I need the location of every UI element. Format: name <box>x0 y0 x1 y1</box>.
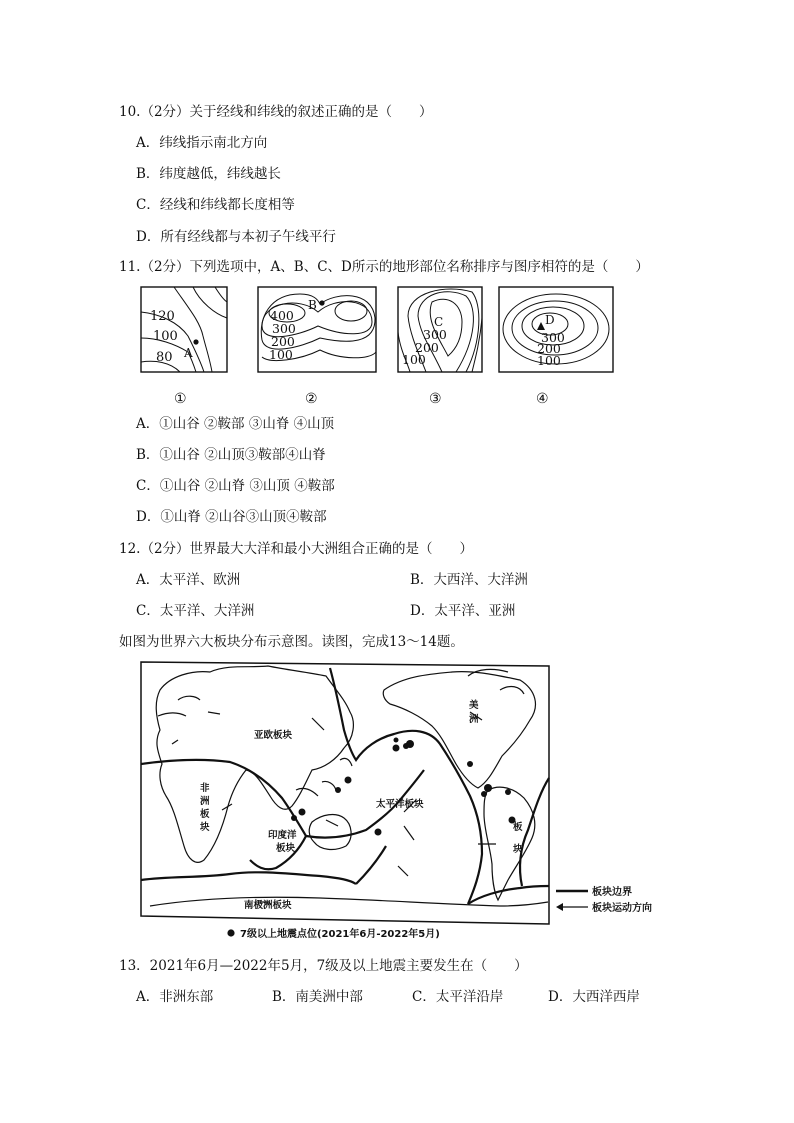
label-american-plate-3: 板 <box>513 822 523 833</box>
label-indian-plate-1: 印度洋 <box>268 830 297 841</box>
q12-option-a: A．太平洋、欧洲 <box>136 572 241 588</box>
label-pacific-plate: 太平洋板块 <box>376 799 424 810</box>
q11-option-d: D．①山脊 ②山谷③山顶④鞍部 <box>136 509 327 525</box>
legend-boundary: 板块边界 <box>592 887 632 898</box>
f2-contour-300: 300 <box>272 321 296 336</box>
label-american-plate-1: 美 <box>469 700 479 711</box>
label-eurasian-plate: 亚欧板块 <box>254 730 293 741</box>
label-american-plate-4: 块 <box>513 844 523 855</box>
q13-option-c: C．太平洋沿岸 <box>412 989 504 1005</box>
f1-contour-120: 120 <box>150 309 175 324</box>
label-antarctic-plate: 南极洲板块 <box>244 900 292 911</box>
label-indian-plate-2: 板块 <box>276 843 296 854</box>
q12-option-b: B．大西洋、大洋洲 <box>410 572 528 588</box>
q13-option-d: D．大西洋西岸 <box>548 989 640 1005</box>
f3-point-label: C <box>434 315 444 329</box>
f3-numeral: ③ <box>429 391 442 407</box>
q12-option-c: C．太平洋、大洋洲 <box>136 603 255 619</box>
f1-numeral: ① <box>174 391 187 407</box>
f4-contour-300: 300 <box>541 330 565 345</box>
q10-option-d: D．所有经线都与本初子午线平行 <box>136 229 336 245</box>
label-african-plate-4: 块 <box>200 822 210 833</box>
q12-stem: 12.（2分）世界最大大洋和最小大洲组合正确的是（ ） <box>119 541 474 557</box>
label-african-plate-3: 板 <box>200 809 210 820</box>
map-intro: 如图为世界六大板块分布示意图。读图，完成13～14题。 <box>119 634 464 650</box>
f2-point-label: B <box>308 298 317 312</box>
q13-option-b: B．南美洲中部 <box>272 989 363 1005</box>
q13-stem: 13．2021年6月—2022年5月，7级及以上地震主要发生在（ ） <box>119 958 528 974</box>
q10-stem: 10.（2分）关于经线和纬线的叙述正确的是（ ） <box>119 104 433 120</box>
q11-stem: 11.（2分）下列选项中，A、B、C、D所示的地形部位名称排序与图序相符的是（ ） <box>119 259 649 275</box>
label-american-plate-2: 洲 <box>469 714 479 725</box>
f3-contour-100: 100 <box>402 352 426 367</box>
q12-option-d: D．太平洋、亚洲 <box>410 603 516 619</box>
q11-option-c: C．①山谷 ②山脊 ③山顶 ④鞍部 <box>136 478 335 494</box>
f4-numeral: ④ <box>536 391 549 407</box>
q10-option-a: A．纬线指示南北方向 <box>136 135 268 151</box>
f2-numeral: ② <box>305 391 318 407</box>
q10-option-c: C．经线和纬线都长度相等 <box>136 197 295 213</box>
f1-contour-100: 100 <box>153 329 178 344</box>
map-legend <box>556 885 652 914</box>
label-african-plate-1: 非 <box>200 783 210 794</box>
q11-option-a: A．①山谷 ②鞍部 ③山脊 ④山顶 <box>136 416 335 432</box>
f4-contour-200: 200 <box>537 341 561 356</box>
legend-motion: 板块运动方向 <box>592 903 652 914</box>
label-african-plate-2: 洲 <box>200 796 210 807</box>
f3-contour-200: 200 <box>415 340 439 355</box>
f3-contour-300: 300 <box>423 327 447 342</box>
q11-option-b: B．①山谷 ②山顶③鞍部④山脊 <box>136 447 326 463</box>
map-caption: 7级以上地震点位(2021年6月-2022年5月) <box>240 929 440 940</box>
f2-contour-100: 100 <box>269 347 293 362</box>
earthquake-points <box>291 738 516 836</box>
f1-point-label: A <box>184 346 193 360</box>
f2-contour-200: 200 <box>271 334 295 349</box>
f4-contour-100: 100 <box>537 353 561 368</box>
f4-point-label: D <box>545 313 555 327</box>
q10-option-b: B．纬度越低，纬线越长 <box>136 166 281 182</box>
f1-contour-80: 80 <box>156 350 173 365</box>
q13-option-a: A．非洲东部 <box>136 989 214 1005</box>
f2-contour-400: 400 <box>270 308 294 323</box>
